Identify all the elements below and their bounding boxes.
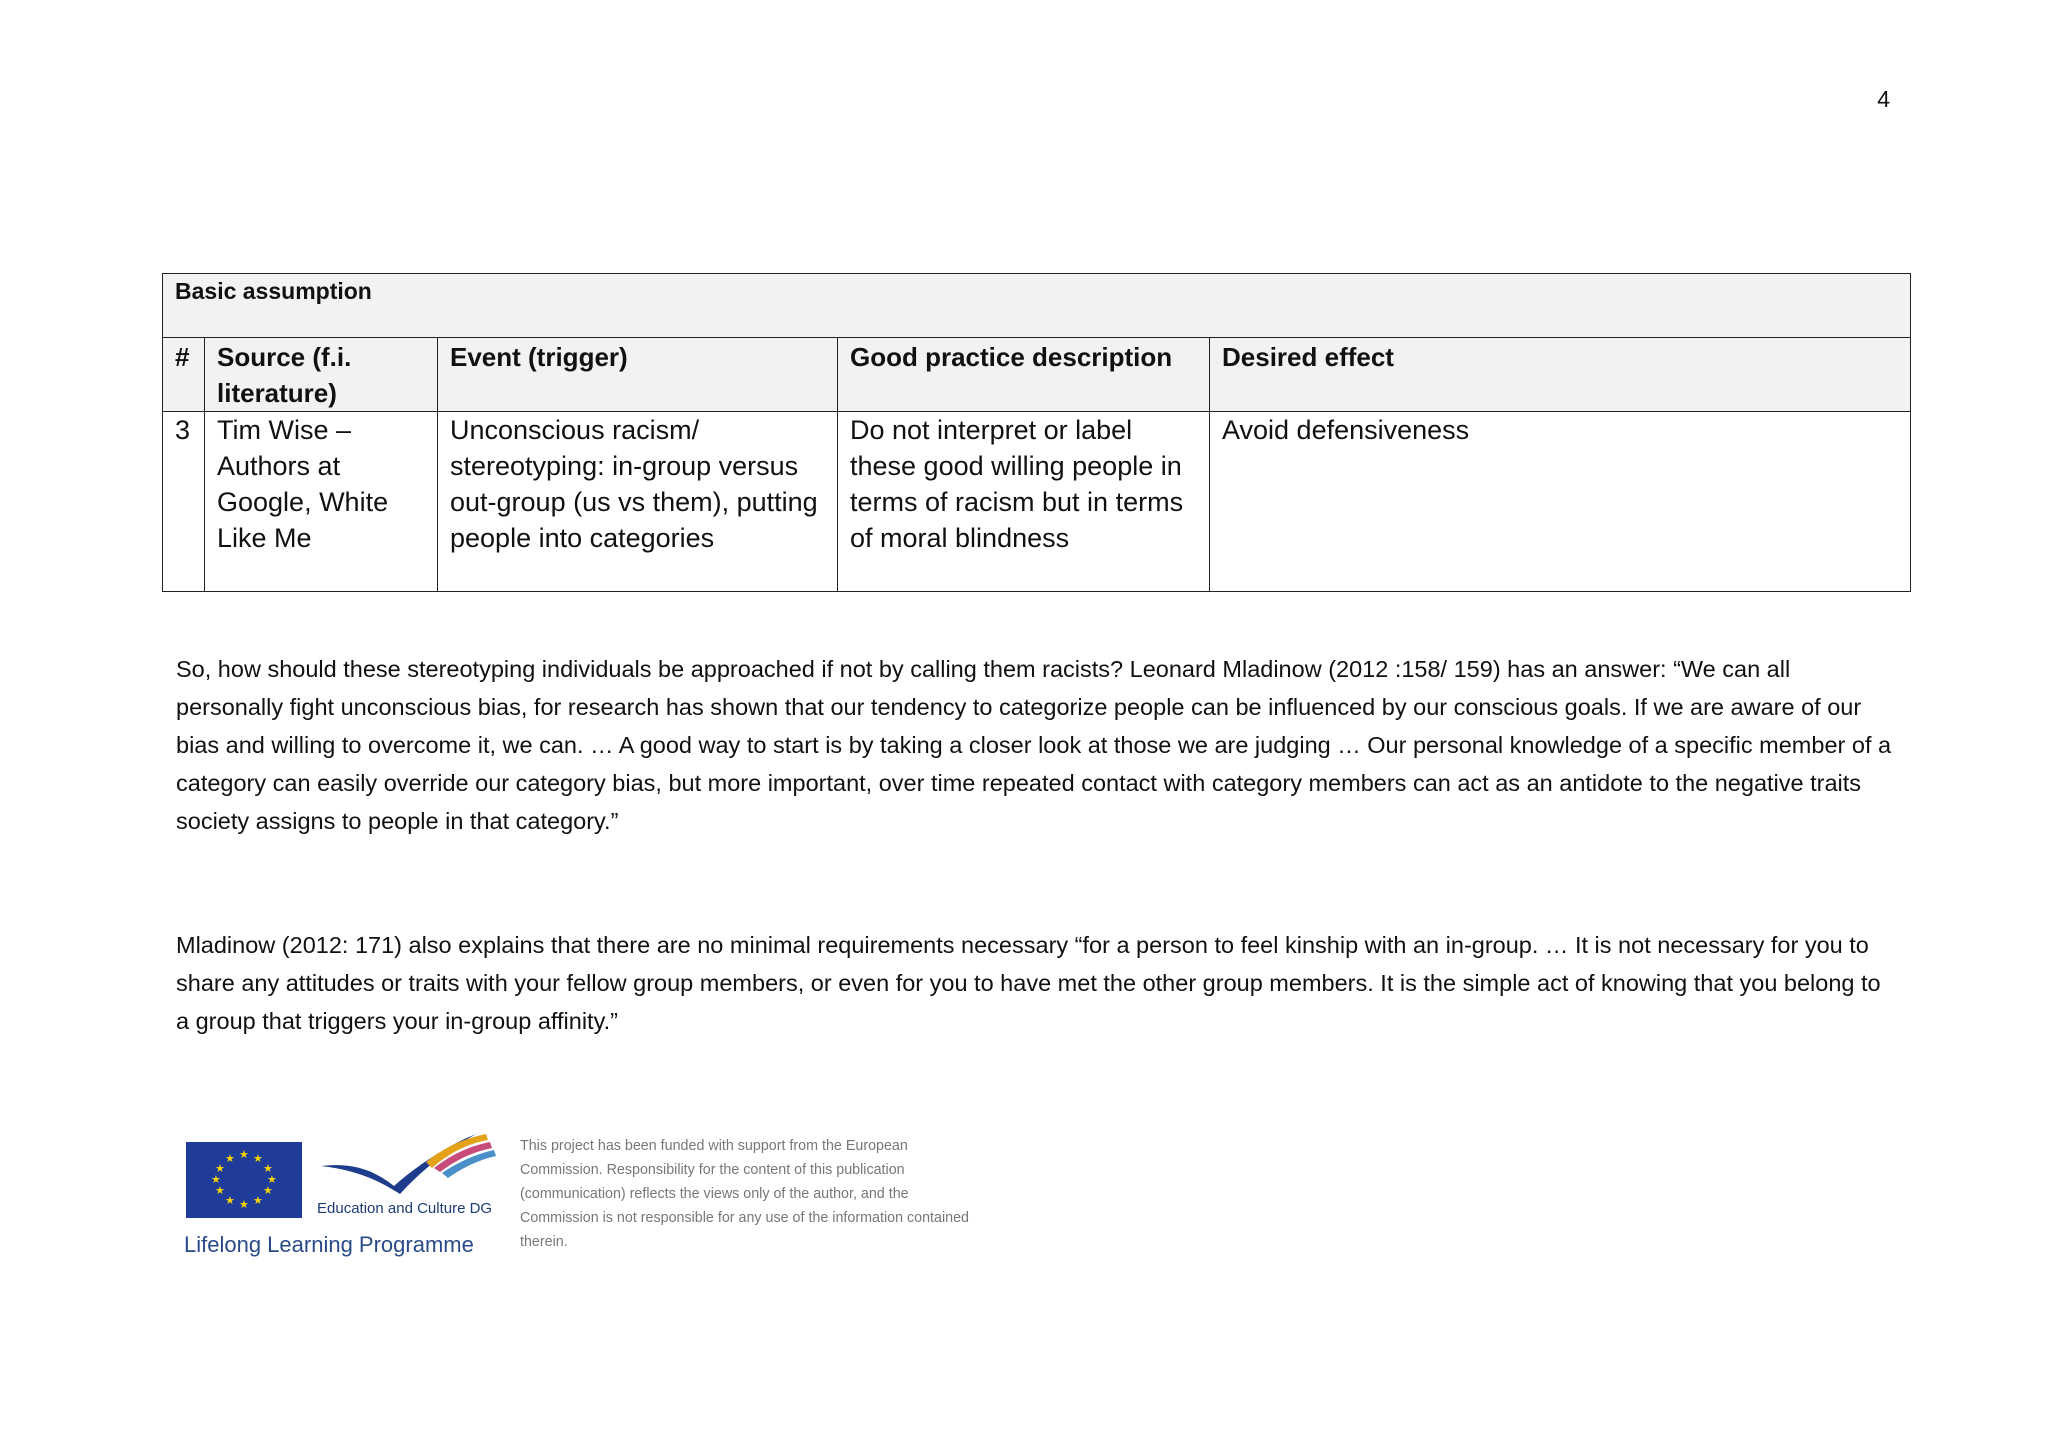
header-source: Source (f.i. literature) [205, 338, 438, 412]
eu-flag-logo: ★ ★ ★ ★ ★ ★ ★ ★ ★ ★ ★ ★ [186, 1142, 302, 1218]
funding-footer [180, 1128, 980, 1268]
table-header-row [163, 338, 1911, 412]
table-caption: Basic assumption [163, 274, 1911, 338]
assumption-table [162, 273, 1911, 592]
header-event: Event (trigger) [438, 338, 838, 412]
education-culture-dg-label: Education and Culture DG [317, 1200, 493, 1217]
cell-source: Tim Wise – Authors at Google, White Like Me [205, 412, 438, 592]
lifelong-learning-swoosh-logo [316, 1128, 516, 1200]
header-good-practice: Good practice description [838, 338, 1210, 412]
paragraph-mladinow-answer: So, how should these stereotyping individuals be approached if not by calling them racists? Leonard Mladinow (2012 :158/ 159) has an answer: “We can all personally fight unconscious bias, for research has shown that our tendency to categorize people can be influenced by our conscious goals. If we are aware of our bias and willing to overcome it, we can. … A good way to start is by taking a closer look at those we are judging … Our personal knowledge of a specific member of a category can easily override our category bias, but more important, over time repeated contact with category members can act as an antidote to the negative traits society assigns to people in that category.” [176, 656, 1892, 834]
table-row [163, 412, 1911, 592]
cell-desired-effect: Avoid defensiveness [1210, 412, 1911, 592]
cell-good-practice: Do not interpret or label these good willing people in terms of racism but in terms of moral blindness [838, 412, 1210, 592]
lifelong-learning-programme-label: Lifelong Learning Programme [184, 1232, 474, 1257]
table-caption-row [163, 274, 1911, 338]
header-number: # [163, 338, 205, 412]
funding-disclaimer: This project has been funded with support from the European Commission. Responsibility for the content of this publication (communication) reflects the views only of the author, and the Commission is not responsible for any use of the information contained therein. [520, 1138, 969, 1250]
cell-event: Unconscious racism/ stereotyping: in-group versus out-group (us vs them), putting people into categories [438, 412, 838, 592]
cell-number: 3 [163, 412, 205, 592]
page-number: 4 [1877, 86, 1890, 112]
header-desired-effect: Desired effect [1210, 338, 1911, 412]
paragraph-in-group: Mladinow (2012: 171) also explains that there are no minimal requirements necessary “for a person to feel kinship with an in-group. … It is not necessary for you to share any attitudes or traits with your fellow group members, or even for you to have met the other group members. It is the simple act of knowing that you belong to a group that triggers your in-group affinity.” [176, 932, 1881, 1034]
